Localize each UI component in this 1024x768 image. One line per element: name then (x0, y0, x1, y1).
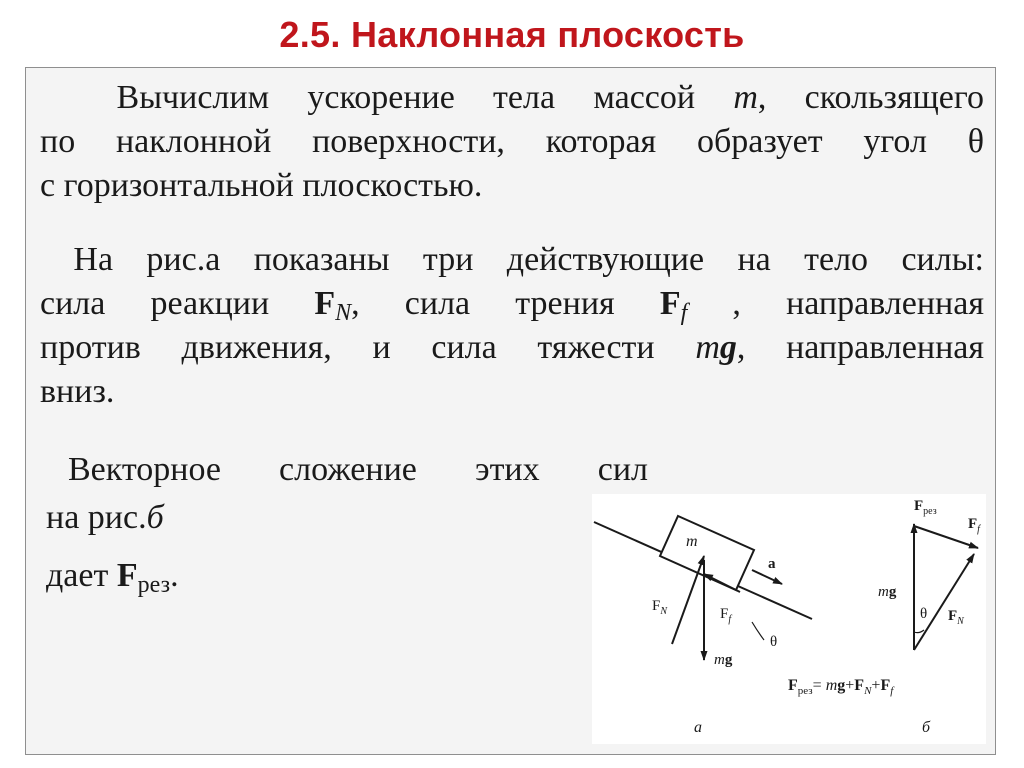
label-fn-b: $F_N$ (948, 608, 964, 627)
label-acceleration: a (768, 556, 776, 572)
friction-force-symbol: $F_f$ (659, 285, 688, 326)
paragraph-forces-line-1: На рис.а показаны три действующие на тело силы: (73, 241, 984, 278)
label-mass: m (686, 533, 698, 550)
resultant-formula: $F_{рез}= mg+F_N+F_f$ (788, 677, 894, 697)
block (660, 516, 754, 590)
normal-force-arrow-b (914, 554, 974, 650)
inclined-plane-figure (592, 494, 986, 744)
paragraph-intro-line-3: с горизонтальной плоскостью. (40, 167, 483, 204)
paragraph-sum-line-3: дает $F_{рез}$. (46, 557, 179, 598)
label-ff-b: $F_f$ (968, 516, 980, 535)
label-ff-a: $F_f$ (720, 606, 732, 625)
caption-b: б (922, 719, 931, 736)
label-mg-a: mg (714, 652, 733, 668)
paragraph-intro-line-2: по наклонной поверхности, которая образует угол θ (40, 123, 984, 160)
gravity-symbol: mg (695, 329, 737, 366)
paragraph-intro (40, 76, 984, 208)
paragraph-forces-line-3: против движения, и сила тяжести mg, направленная (40, 329, 984, 366)
label-mg-b: mg (878, 584, 897, 600)
paragraph-forces (40, 238, 984, 414)
paragraph-forces-line-4: вниз. (40, 373, 115, 410)
mass-symbol: m (733, 79, 758, 116)
angle-arc-a (752, 622, 764, 640)
label-theta-b: θ (920, 606, 928, 622)
caption-a: а (694, 719, 702, 736)
acceleration-arrow (752, 570, 782, 584)
paragraph-sum-line-1: Векторное сложение этих сил (68, 451, 648, 488)
figure-svg (592, 494, 986, 744)
label-theta-a: θ (770, 634, 778, 650)
paragraph-intro-line-1: Вычислим ускорение тела массой m, скользящего (116, 79, 984, 116)
angle-arc-b (914, 630, 924, 633)
resultant-force-symbol: F (116, 557, 138, 594)
page-title: 2.5. Наклонная плоскость (279, 14, 745, 55)
label-fn-a: $F_N$ (652, 598, 668, 617)
paragraph-forces-line-2: сила реакции $F_N$, сила трения $F_f$ , направленная (40, 285, 984, 326)
normal-force-symbol: $F_N$ (314, 285, 352, 326)
paragraph-sum-line-2: на рис.б (46, 499, 164, 536)
label-frez-b: $F_{рез}$ (914, 498, 937, 517)
